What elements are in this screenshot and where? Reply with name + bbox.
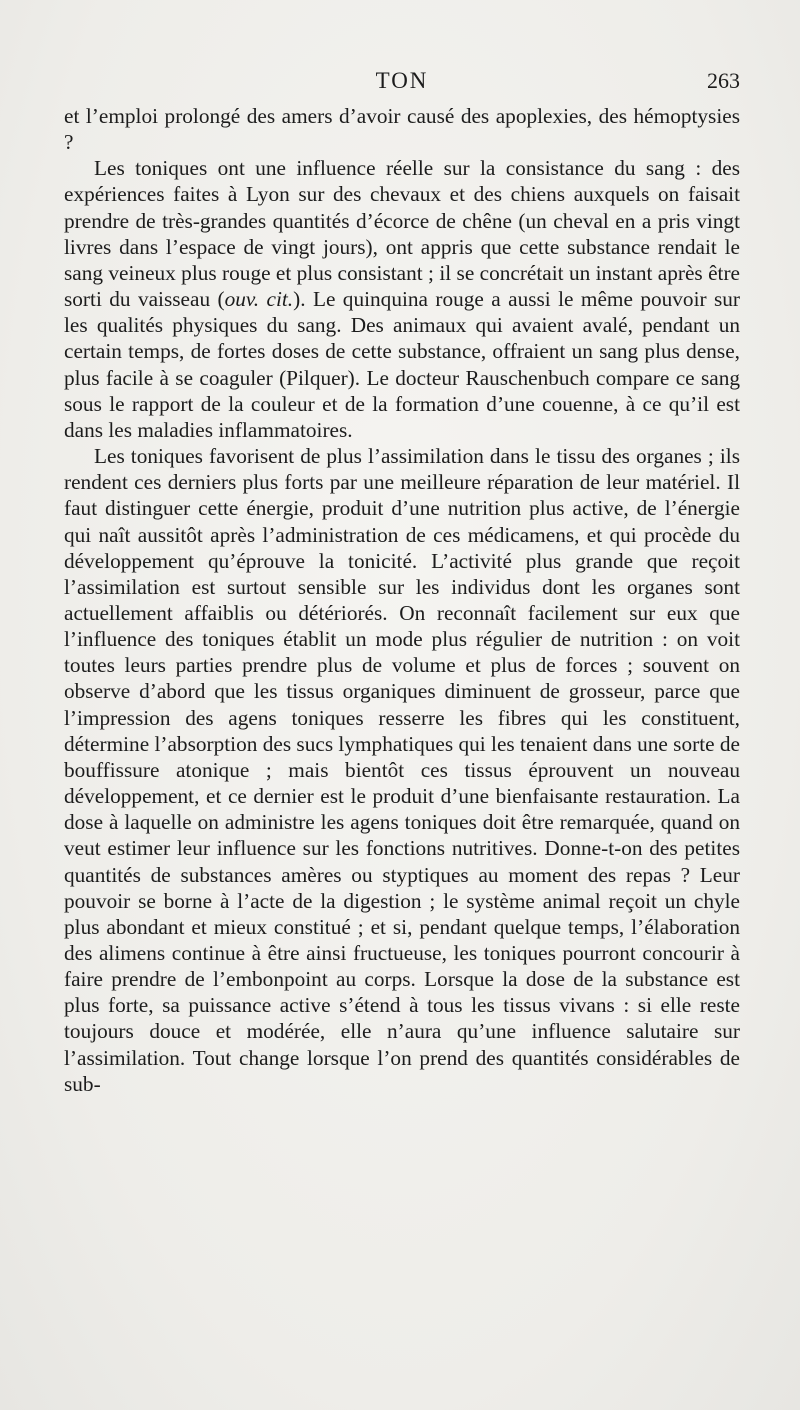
running-head: TON [375,68,429,93]
page-header [64,68,740,102]
paragraph-3 [64,443,740,1097]
paragraph-text: Les toniques favorisent de plus l’assimilation dans le tissu des organes ; ils rendent ces derniers plus forts par une meilleure réparation de leur matériel. Il faut distinguer cette énergie, produit d’une nutrition plus active, de l’énergie qui naît aussitôt après l’administration de ces médicamens, et qui procède du développement qu’éprouve la tonicité. L’activité plus grande que reçoit l’assimilation est surtout sensible sur les individus dont les organes sont actuellement affaiblis ou détériorés. On reconnaît facilement sur eux que l’influence des toniques établit un mode plus régulier de nutrition : on voit toutes leurs parties prendre plus de volume et plus de forces ; souvent on observe d’abord que les tissus organiques diminuent de grosseur, parce que l’impression des agens toniques resserre les fibres qui les constituent, détermine l’absorption des sucs lymphatiques qui les tenaient dans une sorte de bouffissure atonique ; mais bientôt ces tissus éprouvent un nouveau développement, et ce dernier est le produit d’une bienfaisante restauration. La dose à laquelle on administre les agens toniques doit être remarquée, quand on veut estimer leur influence sur les fonctions nutritives. Donne-t-on des petites quantités de substances amères ou styptiques au moment des repas ? Leur pouvoir se borne à l’acte de la digestion ; le système animal reçoit un chyle plus abondant et mieux constitué ; et si, pendant quelque temps, l’élaboration des alimens continue à être ainsi fructueuse, les toniques pourront concourir à faire prendre de l’embonpoint au corps. Lorsque la dose de la substance est plus forte, sa puissance active s’étend à tous les tissus vivans : si elle reste toujours douce et modérée, elle n’aura qu’une influence salutaire sur l’assimilation. Tout change lorsque l’on prend des quantités considérables de sub- [64,444,741,1096]
paragraph-text: Les toniques ont une influence réelle sur la consistance du sang : des expériences faites à Lyon sur des chevaux et des chiens auxquels on faisait prendre de très-grandes quantités d’écorce de chêne (un cheval en a pris vingt livres dans l’espace de vingt jours), ont appris que cette substance rendait le sang veineux plus rouge et plus consistant ; il se concrétait un instant après être sorti du vaisseau ( [64,156,740,312]
paragraph-2 [64,155,740,443]
paragraph-text: ). Le quinquina rouge a aussi le même pouvoir sur les qualités physiques du sang. Des animaux qui avaient avalé, pendant un certain temps, de fortes doses de cette substance, offraient un sang plus dense, plus facile à se coaguler (Pilquer). Le docteur Rauschenbuch compare ce sang sous le rapport de la couleur et de la formation d’une couenne, à ce qu’il est dans les maladies inflammatoires. [64,287,741,442]
body-text [64,103,740,1097]
citation-italic: ouv. cit. [224,287,294,312]
paragraph-text: et l’emploi prolongé des amers d’avoir causé des apoplexies, des hémoptysies ? [64,104,740,155]
paragraph-1 [64,103,740,155]
page-number: 263 [707,68,740,93]
